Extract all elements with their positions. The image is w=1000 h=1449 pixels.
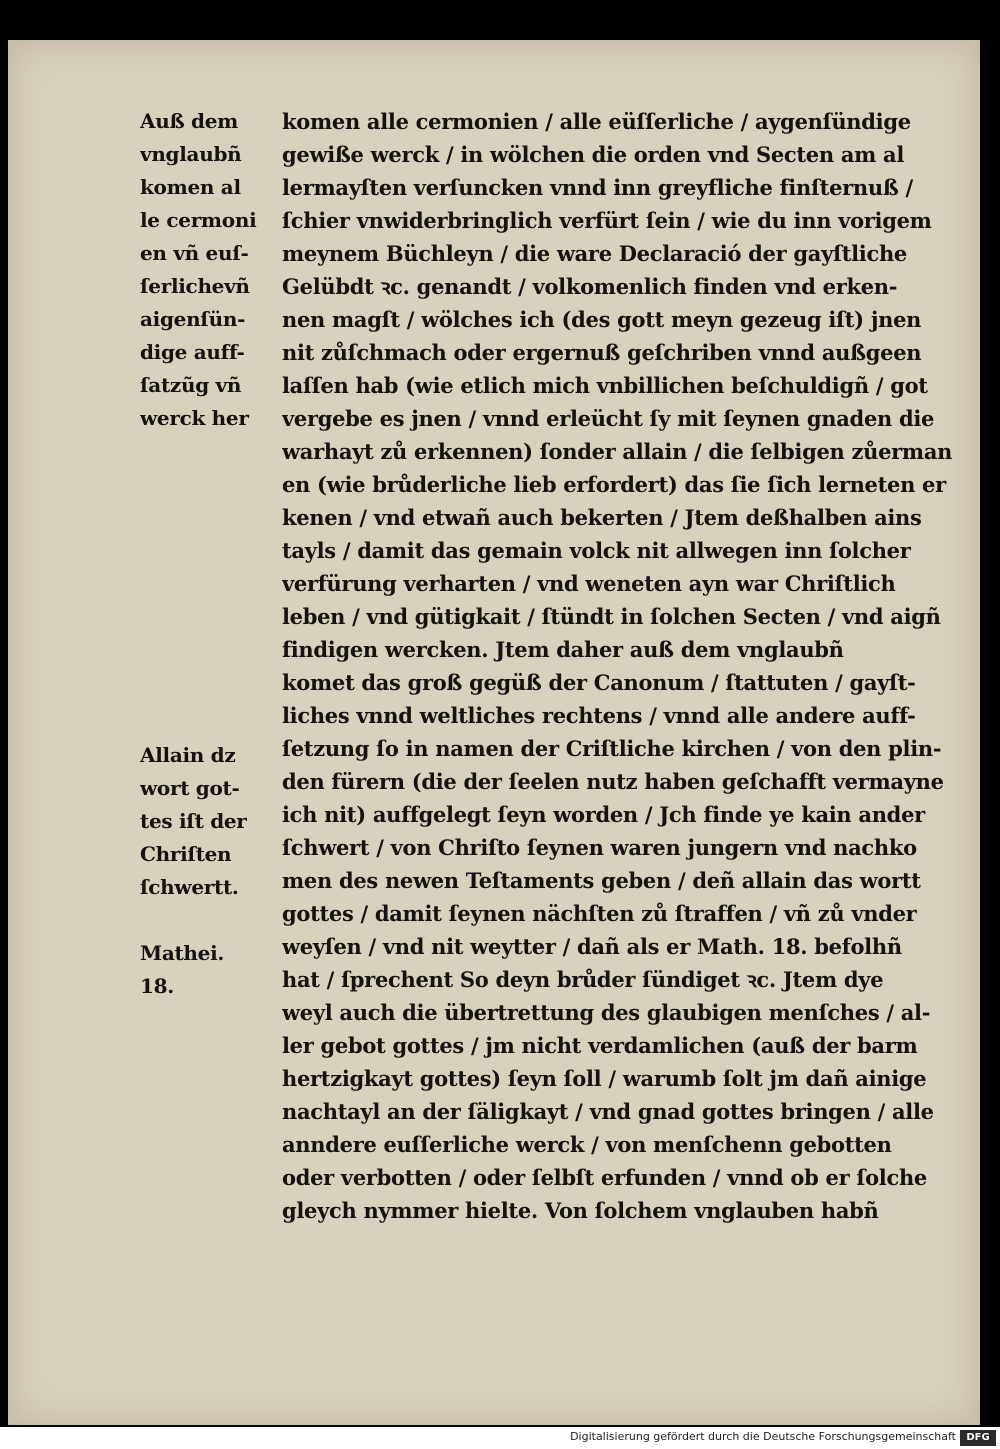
- marginal-line: ſatzũg vñ: [140, 373, 242, 397]
- marginal-note-3: [140, 937, 275, 1003]
- marginal-line: dige auff-: [140, 340, 245, 364]
- marginal-line: Allain dz: [140, 743, 236, 767]
- text-line: ſchwert / von Chriſto ſeynen waren jungern vnd nachko: [282, 835, 917, 860]
- marginal-line: wort got-: [140, 776, 240, 800]
- marginal-line: Chriſten: [140, 842, 232, 866]
- text-line: warhayt zů erkennen) ſonder allain / die ſelbigen zůerman: [282, 439, 953, 464]
- marginal-line: ſerlichevñ: [140, 274, 250, 298]
- text-line: ſetzung ſo in namen der Criſtliche kirchen / von den plin-: [282, 736, 942, 761]
- marginal-line: komen al: [140, 175, 241, 199]
- text-line: kenen / vnd etwañ auch bekerten / Jtem deßhalben ains: [282, 505, 922, 530]
- text-line: komen alle cermonien / alle eüſſerliche / aygenſündige: [282, 109, 911, 134]
- marginal-line: 18.: [140, 974, 174, 998]
- text-line: gleych nymmer hielte. Von ſolchem vnglauben habñ: [282, 1198, 879, 1223]
- text-line: hat / ſprechent So deyn brůder ſündiget ꝛc. Jtem dye: [282, 967, 884, 992]
- text-line: laſſen hab (wie etlich mich vnbillichen beſchuldigñ / got: [282, 373, 928, 398]
- text-line: oder verbotten / oder ſelbſt erfunden / vnnd ob er ſolche: [282, 1165, 927, 1190]
- text-line: weyl auch die übertrettung des glaubigen menſches / al-: [282, 1000, 931, 1025]
- funding-notice: Digitalisierung gefördert durch die Deutsche Forschungsgemeinschaft: [570, 1430, 956, 1443]
- text-line: hertzigkayt gottes) ſeyn ſoll / warumb ſolt jm dañ ainige: [282, 1066, 927, 1091]
- text-line: gewiße werck / in wölchen die orden vnd Secten am al: [282, 142, 905, 167]
- text-line: ler gebot gottes / jm nicht verdamlichen (auß der barm: [282, 1033, 918, 1058]
- marginal-line: en vñ euſ-: [140, 241, 249, 265]
- marginal-line: aigenſün-: [140, 307, 246, 331]
- marginal-note-2: [140, 739, 275, 904]
- text-line: lermayſten verſuncken vnnd inn greyfliche finſternuß /: [282, 175, 913, 200]
- text-line: en (wie brůderliche lieb erfordert) das ſie ſich lerneten er: [282, 472, 946, 497]
- marginal-line: vnglaubñ: [140, 142, 242, 166]
- text-line: meynem Büchleyn / die ware Declaració der gayſtliche: [282, 241, 907, 266]
- text-line: weyſen / vnd nit weytter / dañ als er Math. 18. befolhñ: [282, 934, 902, 959]
- text-line: nit zůſchmach oder ergernuß geſchriben vnnd außgeen: [282, 340, 922, 365]
- text-line: leben / vnd gütigkait / ſtündt in ſolchen Secten / vnd aigñ: [282, 604, 941, 629]
- text-line: men des newen Teſtaments geben / deñ allain das wortt: [282, 868, 921, 893]
- text-line: komet das groß gegüß der Canonum / ſtattuten / gayſt-: [282, 670, 916, 695]
- marginal-line: tes iſt der: [140, 809, 247, 833]
- text-line: anndere euſſerliche werck / von menſchenn gebotten: [282, 1132, 892, 1157]
- main-text-column: [282, 105, 972, 1227]
- text-line: verfürung verharten / vnd weneten ayn war Chriſtlich: [282, 571, 896, 596]
- text-line: vergebe es jnen / vnnd erleücht ſy mit ſeynen gnaden die: [282, 406, 935, 431]
- dfg-logo: DFG: [960, 1430, 996, 1446]
- text-line: liches vnnd weltliches rechtens / vnnd alle andere auff-: [282, 703, 916, 728]
- text-line: ſchier vnwiderbringlich verfürt ſein / wie du inn vorigem: [282, 208, 932, 233]
- marginal-note-1: [140, 105, 275, 435]
- text-line: ich nit) auffgelegt ſeyn worden / Jch finde ye kain ander: [282, 802, 925, 827]
- marginal-line: werck her: [140, 406, 249, 430]
- marginal-line: ſchwertt.: [140, 875, 239, 899]
- text-line: den fürern (die der ſeelen nutz haben geſchafft vermayne: [282, 769, 944, 794]
- text-line: gottes / damit ſeynen nächſten zů ſtraffen / vñ zů vnder: [282, 901, 917, 926]
- text-line: Gelübdt ꝛc. genandt / volkomenlich finden vnd erken-: [282, 274, 898, 299]
- marginal-line: Auß dem: [140, 109, 238, 133]
- marginal-line: le cermoni: [140, 208, 257, 232]
- text-line: nen magſt / wölches ich (des gott meyn gezeug iſt) jnen: [282, 307, 922, 332]
- text-line: tayls / damit das gemain volck nit allwegen inn ſolcher: [282, 538, 911, 563]
- marginal-line: Mathei.: [140, 941, 225, 965]
- text-line: nachtayl an der ſäligkayt / vnd gnad gottes bringen / alle: [282, 1099, 934, 1124]
- footer-bar: [0, 1427, 1000, 1449]
- text-line: findigen wercken. Jtem daher auß dem vnglaubñ: [282, 637, 844, 662]
